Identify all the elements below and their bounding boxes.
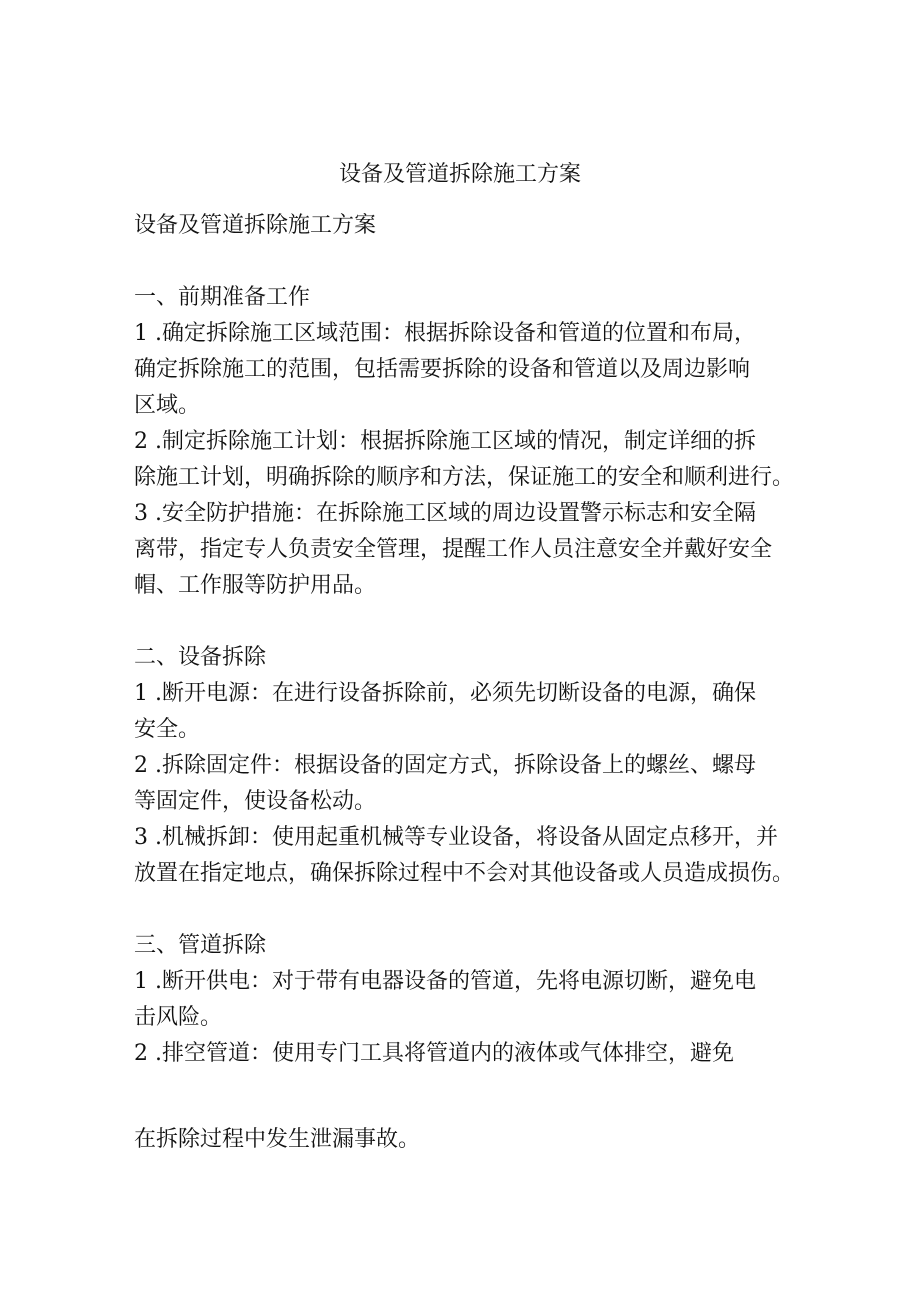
paragraph-line: 1 .断开电源：在进行设备拆除前，必须先切断设备的电源，确保: [134, 681, 756, 706]
paragraph-line: 3 .机械拆卸：使用起重机械等专业设备，将设备从固定点移开，并: [134, 825, 778, 850]
section-heading-preparation: 一、前期准备工作: [134, 285, 311, 310]
spacer: [134, 892, 824, 928]
paragraph-line: 2 .排空管道：使用专门工具将管道内的液体或气体排空，避免: [134, 1041, 734, 1066]
section-heading-pipeline: 三、管道拆除: [134, 933, 267, 958]
document-body: [134, 208, 824, 1158]
spacer: [134, 1108, 824, 1122]
paragraph-line: 安全。: [134, 717, 201, 742]
paragraph-line: 1 .确定拆除施工区域范围：根据拆除设备和管道的位置和布局，: [134, 321, 756, 346]
paragraph-line: 离带，指定专人负责安全管理，提醒工作人员注意安全并戴好安全: [134, 537, 773, 562]
paragraph-line: 等固定件，使设备松动。: [134, 789, 377, 814]
paragraph-line: 区域。: [134, 393, 201, 418]
paragraph-line: 2 .制定拆除施工计划：根据拆除施工区域的情况，制定详细的拆: [134, 429, 756, 454]
spacer: [134, 244, 824, 280]
paragraph-line: 放置在指定地点，确保拆除过程中不会对其他设备或人员造成损伤。: [134, 861, 795, 886]
paragraph-line: 3 .安全防护措施：在拆除施工区域的周边设置警示标志和安全隔: [134, 501, 756, 526]
section-heading-equipment: 二、设备拆除: [134, 645, 267, 670]
page-title: 设备及管道拆除施工方案: [338, 162, 581, 187]
spacer: [134, 604, 824, 640]
document-subtitle: 设备及管道拆除施工方案: [134, 213, 377, 238]
continuation-line: 在拆除过程中发生泄漏事故。: [134, 1127, 421, 1152]
paragraph-line: 除施工计划，明确拆除的顺序和方法，保证施工的安全和顺利进行。: [134, 465, 795, 490]
paragraph-line: 击风险。: [134, 1005, 223, 1030]
paragraph-line: 2 .拆除固定件：根据设备的固定方式，拆除设备上的螺丝、螺母: [134, 753, 756, 778]
spacer: [134, 1072, 824, 1108]
paragraph-line: 确定拆除施工的范围，包括需要拆除的设备和管道以及周边影响: [134, 357, 751, 382]
paragraph-line: 1 .断开供电：对于带有电器设备的管道，先将电源切断，避免电: [134, 969, 756, 994]
paragraph-line: 帽、工作服等防护用品。: [134, 573, 377, 598]
